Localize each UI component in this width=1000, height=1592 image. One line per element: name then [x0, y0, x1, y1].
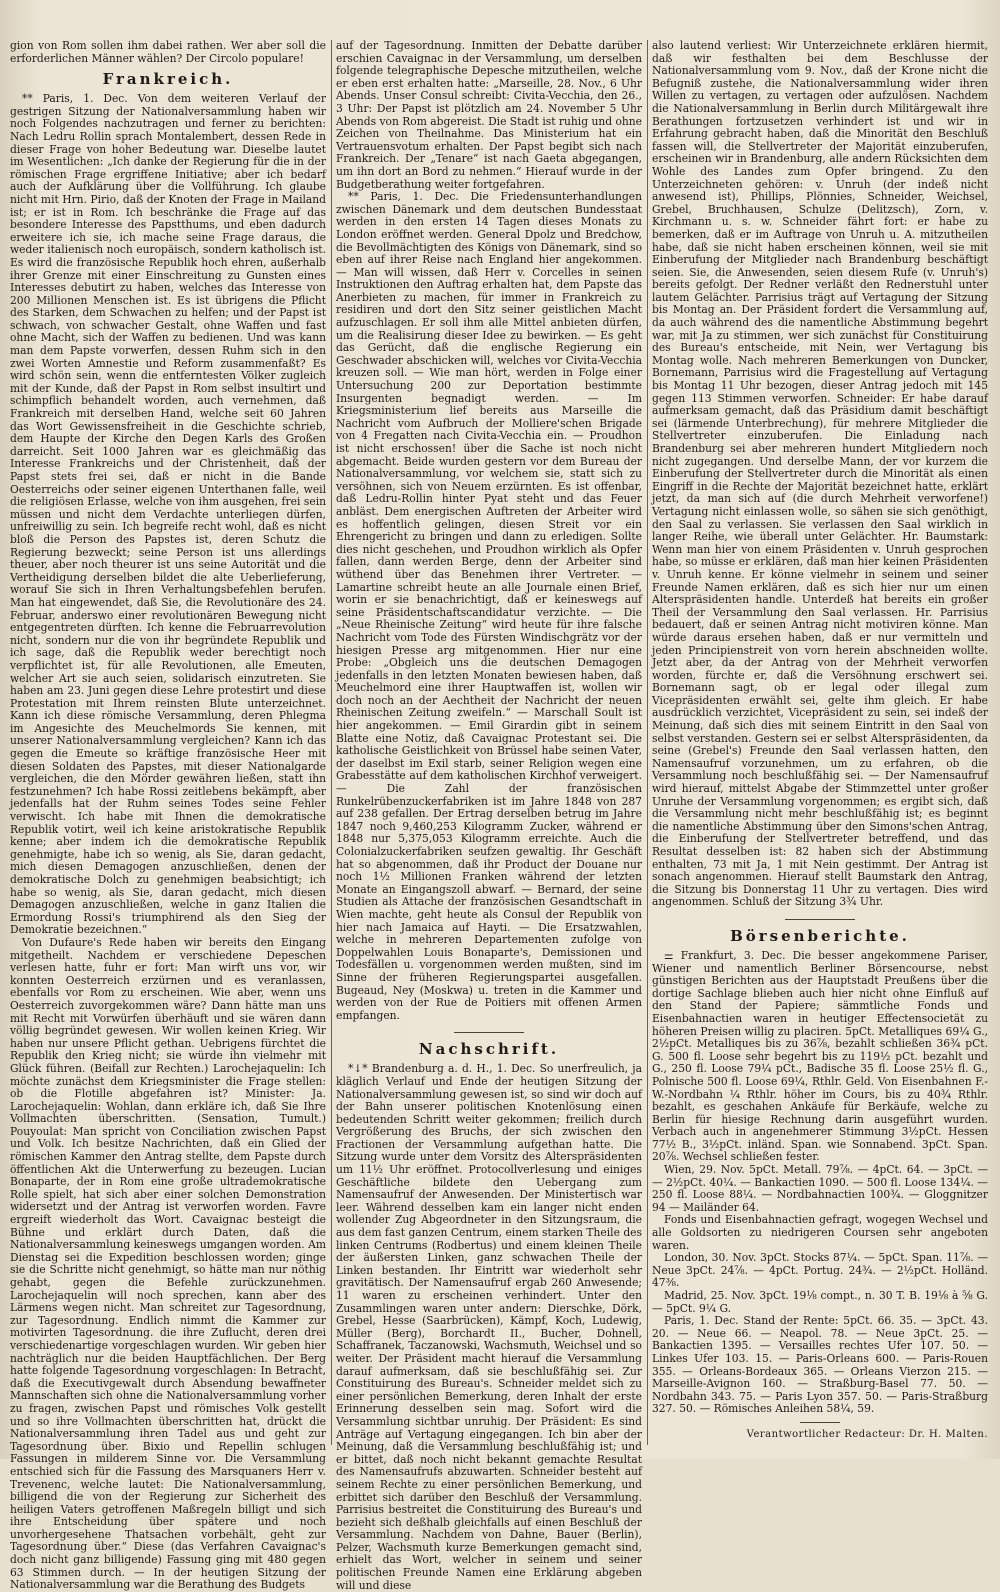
article-paris-news-paragraph: ** Paris, 1. Dec. Die Friedensunterhandlungen zwischen Dänemark und dem deutschen Bundesstaat werden in den ersten 14 Tagen dieses Monats zu London eröffnet werden. General Dpolz und Bredchow, die Bevollmächtigten des Königs von Dänemark, sind so eben auf ihrer Reise nach England hier angekommen. — Man will wissen, daß Herr v. Corcelles in seinen Instruktionen den Auftrag erhalten hat, dem Papste das Anerbieten zu machen, für immer in Frankreich zu residiren und dort den Sitz seiner geistlichen Macht aufzuschlagen. Er soll ihm alle Mittel anbieten dürfen, um die Realisirung dieser Idee zu bewirken. — Es geht das Gerücht, daß die englische Regierung ein Geschwader abschicken will, welches vor Civita-Vecchia kreuzen soll. — Wie man hört, werden in Folge einer Untersuchung 200 zur Deportation bestimmte Insurgenten begnadigt werden. — Im Kriegsministerium lief bereits aus Marseille die Nachricht vom Aufbruch der Molliere'schen Brigade von 4 Fregatten nach Civita-Vecchia ein. — Proudhon ist nicht erschossen! über die Sache ist noch nicht abgemacht. Beide wurden gestern vor dem Bureau der Nationalversammlung, vor welchem sie, statt sich zu versöhnen, sich von Neuem erzürnten. Es ist offenbar, daß Ledru-Rollin hinter Pyat steht und das Feuer anbläst. Dem energischen Auftreten der Arbeiter wird es hoffentlich gelingen, diesen Streit vor ein Ehrengericht zu bringen und dann zu erledigen. Sollte dies nicht geschehen, und Proudhon wirklich als Opfer fallen, dann werden Berge, denn der Arbeiter sind wüthend über das Benehmen ihrer Vertreter. — Lamartine schreibt heute an alle Journale einen Brief, worin er sie benachrichtigt, daß er keineswegs auf seine Präsidentschaftscandidatur verzichte. — Die „Neue Rheinische Zeitung“ wird heute für ihre falsche Nachricht vom Tode des Fürsten Windischgrätz vor der hiesigen Presse arg mitgenommen. Hier nur eine Probe: „Obgleich uns die deutschen Demagogen jedenfalls in den letzten Monaten bewiesen haben, daß Meuchelmord eine ihrer Hauptwaffen ist, wollen wir doch noch an der Aechtheit der Nachricht der neuen Rheinischen Zeitung zweifeln.“ — Marschall Soult ist hier angekommen. — Emil Girardin gibt in seinem Blatte eine Notiz, daß Cavaignac Protestant sei. Die katholische Geistlichkeit von Brüssel habe seinen Vater, der daselbst im Exil starb, seiner Religion wegen eine Grabesstätte auf dem katholischen Kirchhof verweigert. — Die Zahl der französischen Runkelrübenzuckerfabriken ist im Jahre 1848 von 287 auf 238 gefallen. Der Ertrag derselben betrug im Jahre 1847 noch 9,460,253 Kilogramm Zucker, während er 1848 nur 5,375,053 Kilogramm erreichte. Auch die Colonialzuckerfabriken seufzen gewaltig. Ihr Geschäft hat so abgenommen, daß ihr Product der Douane nur noch 1½ Millionen Franken während der letzten Monate an Eingangszoll abwarf. — Bernard, der seine Studien als Attache der französischen Gesandtschaft in Wien machte, geht heute als Consul der Republik von hier nach Jamaica auf Hayti. — Die Ersatzwahlen, welche in mehreren Departementen zufolge von Doppelwahlen Louis Bonaparte's, Demissionen und Todesfällen u. vorgenommen werden mußten, sind im Sinne der früheren Regierungspartei ausgefallen. Bugeaud, Ney (Moskwa) u. treten in die Kammer und werden von der Rue de Poitiers mit offenen Armen empfangen.	[336, 190, 642, 1022]
exchange-frankfurt: ⚌ Frankfurt, 3. Dec. Die besser angekommene Pariser, Wiener und namentlich Berliner Börsencourse, nebst günstigen Berichten aus der Hauptstadt Preußens über die dortige Sachlage blieben auch hier nicht ohne Einfluß auf den Stand der Papiere; sämmtliche Fonds und Eisenbahnactien waren in heutiger Effectensocietät zu höheren Preisen willig zu placiren. 5pCt. Metalliques 69¼ G., 2½pCt. Metalliques bis zu 36⅞, bezahlt schließen 36¾ pCt. G. 500 fl. Loose sehr begehrt bis zu 119½ pCt. bezahlt und G., 250 fl. Loose 79¼ pCt., Badische 35 fl. Loose 25½ fl. G., Polnische 500 fl. Loose 69¼, Rthlr. Geld. Von Eisenbahnen F.-W.-Nordbahn ¼ Rthlr. höher im Cours, bis zu 40¾ Rthlr. bezahlt, es geschahen Ankäufe für Berkäufe, welche zu Berlin für hiesige Rechnung darin ausgeführt wurden. Verbach auch in angenehmerer Stimmung 3½pCt. Hessen 77½ B., 3½pCt. inländ. Span. wie Sonnabend. 3pCt. Span. 20⅞. Wechsel schließen fester.	[652, 948, 988, 1164]
article-brandenburg-paragraph: *↓* Brandenburg a. d. H., 1. Dec. So unerfreulich, ja kläglich Verlauf und Ende der heutigen Sitzung der Nationalversammlung gewesen ist, so sind wir doch auf der Bahn unserer politischen Knotenlösung einen bedeutenden Schritt weiter gekommen; freilich durch Vergrößerung des Bruchs, der sich zwischen den Fractionen der Versammlung aufgethan hatte. Die Sitzung wurde unter dem Vorsitz des Alterspräsidenten um 11½ Uhr eröffnet. Protocollverlesung und einiges Geschäftliche bildete den Uebergang zum Namensaufruf der Anwesenden. Der Ministertisch war leer. Während desselben kam ein langer nicht enden wollender Zug Abgeordneter in den Sitzungsraum, die aus dem fast ganzen Centrum, einem starken Theile des linken Centrums (Rodbertus) und einem kleinen Theile der äußersten Linken, ganz schwachen Theile der Linken bestanden. Ihr Eintritt war wiederholt sehr gravitätisch. Der Namensaufruf ergab 260 Anwesende; 11 waren zu erscheinen verhindert. Unter den Zusammlingen waren unter andern: Dierschke, Dörk, Grebel, Hesse (Saarbrücken), Kämpf, Koch, Ludewig, Müller (Berg), Borchardt II., Bucher, Dohnell, Schaffranek, Taczanowski, Wachsmuth, Weichsel und so weiter. Der Präsident macht hierauf die Versammlung darauf aufmerksam, daß sie beschlußfähig sei. Zur Constituirung des Bureau's. Schneider meldet sich zu einer persönlichen Bemerkung, deren Inhalt der erste Erinnerung desselben sein mag. Sofort wird die Versammlung sichtbar unruhig. Der Präsident: Es sind Anträge auf Vertagung eingegangen. Ich bin aber der Meinung, daß die Versammlung beschlußfähig ist; und er bittet, daß noch nicht bekannt gemachte Resultat des Namensaufrufs abzuwarten. Schneider besteht auf seinem Rechte zu einer persönlichen Bemerkung, und erbittet sich darüber den Beschluß der Versammlung. Parrisius bestreitet die Constituirung des Bureau's und bezieht sich deßhalb gleichfalls auf einen Beschluß der Versammlung. Nachdem von Dahne, Bauer (Berlin), Pelzer, Wachsmuth kurze Bemerkungen gemacht sind, erhielt das Wort, welcher in seinem und seiner politischen Freunde Namen eine Erklärung abgeben will und diese	[336, 1062, 642, 1592]
exchange-paris: Paris, 1. Dec. Stand der Rente: 5pCt. 66. 35. — 3pCt. 43. 20. — Neue 66. — Neapol. 78. — Neue 3pCt. 25. — Bankactien 1395. — Versailles rechtes Ufer 107. 50. — Linkes Ufer 103. 15. — Paris-Orleans 600. — Paris-Rouen 355. — Orleans-Bordeaux 365. — Orleans Vierzon 215. — Marseille-Avignon 160. — Straßburg-Basel 77. 50. — Nordbahn 343. 75. — Paris Lyon 357. 50. — Paris-Straßburg 327. 50. — Römisches Anleihen 58¼, 59.	[652, 1314, 988, 1416]
editor-credit: Verantwortlicher Redacteur: Dr. H. Malten.	[746, 1428, 988, 1440]
exchange-wien: Wien, 29. Nov. 5pCt. Metall. 79⅞. — 4pCt. 64. — 3pCt. — — 2½pCt. 40¼. — Bankactien 1090. — 500 fl. Loose 134¼. — 250 fl. Loose 88¼. — Nordbahnactien 100¾. — Gloggnitzer 94 — Mailänder 64.	[652, 1163, 988, 1214]
section-separator	[454, 1032, 524, 1033]
section-heading-nachschrift: Nachschrift.	[418, 1040, 560, 1059]
column-right	[652, 40, 988, 1445]
column-middle	[336, 39, 642, 1592]
section-heading-boersenberichte: Börsenberichte.	[730, 926, 910, 945]
lead-paragraph: gion von Rom sollen ihm dabei rathen. Wer aber soll die erforderlichen Männer wählen? Der Circolo populare!	[10, 39, 326, 65]
section-separator	[785, 919, 855, 920]
exchange-note: Fonds und Eisenbahnactien gefragt, wogegen Wechsel und alle Goldsorten zu niedrigeren Coursen sehr angeboten waren.	[652, 1213, 988, 1252]
section-separator	[800, 1422, 840, 1423]
exchange-london: London, 30. Nov. 3pCt. Stocks 87¼. — 5pCt. Span. 11⅞. — Neue 3pCt. 24⅞. — 4pCt. Portug. 24¾. — 2½pCt. Holländ. 47⅜.	[652, 1251, 988, 1290]
exchange-madrid: Madrid, 25. Nov. 3pCt. 19⅛ compt., n. 30 T. B. 19⅛ à ⅝ G. — 5pCt. 9¼ G.	[652, 1289, 988, 1315]
column-divider	[647, 40, 648, 1445]
article-paris-paragraph: ** Paris, 1. Dec. Von dem weiteren Verlauf der gestrigen Sitzung der Nationalversammlung haben wir noch Folgendes nachzutragen und ferner zu berichten: Nach Ledru Rollin sprach Montalembert, dessen Rede in dieser Frage von hoher Bedeutung war. Dieselbe lautet im Wesentlichen: „Ich danke der Regierung für die in der römischen Frage ergriffene Initiative; aber ich bedarf auch der Aufklärung über die Vollführung. Ich glaube nicht mit Hrn. Pirio, daß der Knoten der Frage in Mailand ist; er ist in Rom. Ich beschränke die Frage auf das besondere Interesse des Papstthums, und eben dadurch erweitere ich sie, ich mache seine Frage daraus, die weder italienisch noch europäisch, sondern katholisch ist. Es wird die französische Republik hoch ehren, außerhalb ihrer Grenze mit einer Einschreitung zu Gunsten eines Interesses debutirt zu haben, welches das Interesse von 200 Millionen Menschen ist. Es ist übrigens die Pflicht des Starken, dem Schwachen zu helfen; und der Papst ist schwach, von schwacher Gestalt, ohne Waffen und fast ohne Macht, sich der Waffen zu bedienen. Und was kann man dem Papste vorwerfen, dessen Ruhm sich in den zwei Worten Amnestie und Reform zusammenfaßt? Es wird schön sein, wenn die entferntesten Völker zugleich mit der Kunde, daß der Papst in Rom selbst insultirt und schimpflich behandelt worden, auch vernehmen, daß Frankreich mit derselben Hand, welche seit 60 Jahren das Wort Gewissensfreiheit in die Geschichte schrieb, dem Haupte der Kirche den Degen Karls des Großen darreicht. Seit 1000 Jahren war es gleichmäßig das Interesse Frankreichs und der Christenheit, daß der Papst stets frei sei, daß er nicht in die Bande Oesterreichs oder seiner eigenen Unterthanen falle, weil die religiösen Erlasse, welche von ihm ausgehen, frei sein müssen und nicht dem Verdachte unterliegen dürfen, unfreiwillig zu sein. Ich begreife recht wohl, daß es nicht bloß die Person des Papstes ist, deren Schutz die Regierung bezweckt; seine Person ist uns allerdings theuer, aber noch theurer ist uns seine Autorität und die Vertheidigung derselben bildet die alte Ueberlieferung, worauf Sie sich in Ihren Verhaltungsbefehlen berufen. Man hat eingewendet, daß Sie, die Revolutionäre des 24. Februar, anderswo einer revolutionären Bewegung nicht entgegentreten dürften. Ich kenne die Februarrevolution nicht, sondern nur die von ihr begründete Republik und ich sage, daß die Republik weder berechtigt noch verpflichtet ist, für alle Revolutionen, alle Emeuten, welcher Art sie auch seien, solidarisch einzutreten. Sie haben am 23. Juni gegen diese Lehre protestirt und diese Protestation mit Ihrem reinsten Blute unterzeichnet. Kann ich diese römische Versammlung, deren Phlegma im Angesichte des Meuchelmords Sie kennen, mit unserer Nationalversammlung vergleichen? Kann ich das gegen die Emeute so kräftige französische Heer mit diesen Soldaten des Papstes, mit dieser Nationalgarde vergleichen, die den Mörder gewähren ließen, statt ihn festzunehmen? Ich habe Rossi zeitlebens bekämpft, aber jedenfalls hat der Ruhm seines Todes seine Fehler verwischt. Ich habe mit Ihnen die demokratische Republik votirt, weil ich keine aristokratische Republik kenne; aber indem ich die demokratische Republik genehmigte, habe ich so wenig, als Sie, daran gedacht, mich diesen Demagogen anzuschließen, denen der demokratische Dolch zu genehmigen beabsichtigt; ich habe so wenig, als Sie, daran gedacht, mich diesen Demagogen anzuschließen, welche in ganz Italien die Ermordung Rossi's triumphirend als den Sieg der Demokratie bezeichnen.“	[10, 92, 326, 937]
column-left	[10, 39, 326, 1592]
article-budget-paragraph: auf der Tagesordnung. Inmitten der Debatte darüber erschien Cavaignac in der Versammlung, um derselben folgende telegraphische Depesche mitzutheilen, welche er eben erst erhalten hatte: „Marseille, 28. Nov., 6 Uhr Abends. Unser Consul schreibt: Civita-Vecchia, den 26., 3 Uhr: Der Papst ist plötzlich am 24. November 5 Uhr Abends von Rom abgereist. Die Stadt ist ruhig und ohne Zeichen von Theilnahme. Das Ministerium hat ein Vertrauensvotum erhalten. Der Papst begibt sich nach Frankreich. Der „Tenare“ ist nach Gaeta abgegangen, um ihn dort an Bord zu nehmen.“ Hierauf wurde in der Budgetberathung weiter fortgefahren.	[336, 39, 642, 191]
section-heading-frankreich: Frankreich.	[102, 70, 234, 89]
article-declaration-paragraph: also lautend verliest: Wir Unterzeichnete erklären hiermit, daß wir festhalten bei dem Beschlusse der Nationalversammlung vom 9. Nov., daß der Krone nicht die Befugniß zustehe, die Nationalversammlung wider ihren Willen zu vertagen, zu vertagen oder aufzulösen. Nachdem die Nationalversammlung in Berlin durch Militärgewalt ihre Berathungen fortzusetzen verhindert ist und wir in Erfahrung gebracht haben, daß die Minorität den Beschluß fassen will, die Stellvertreter der Majorität einzuberufen, erscheinen wir in Brandenburg, alle andern Rücksichten dem Wohle des Landes zum Opfer bringend. Zu den Unterzeichneten gehören: v. Unruh (der indeß nicht anwesend ist), Phillips, Plönnies, Schneider, Weichsel, Grebel, Bruchhausen, Schulze (Delitzsch), Zorn, v. Kirchmann u. s. w. Schneider fährt fort: er habe zu bemerken, daß er im Auftrage von Unruh u. A. mitzutheilen habe, daß sie nicht haben erscheinen können, weil sie mit Einberufung der Mitglieder nach Brandenburg beschäftigt seien. Sie, die Anwesenden, seien diesem Rufe (v. Unruh's) bereits gefolgt. Der Redner verläßt den Rednerstuhl unter lautem Gelächter. Parrisius trägt auf Vertagung der Sitzung bis Montag an. Der Präsident fordert die Versammlung auf, da auch während des die namentliche Abstimmung begehrt war, mit Ja zu stimmen, wer sich zunächst für Constituirung des Bureau's entscheide, mit Nein, wer Vertagung bis Montag wolle. Nach mehreren Bemerkungen von Duncker, Bornemann, Parrisius wird die Fragestellung auf Vertagung bis Montag 11 Uhr bezogen, dieser Antrag jedoch mit 145 gegen 113 Stimmen verworfen. Schneider: Er habe darauf aufmerksam gemacht, daß das Präsidium damit beschäftigt sei (lärmende Unterbrechung), für mehrere Mitglieder die Stellvertreter einzuberufen. Die Einladung nach Brandenburg sei aber mehreren hundert Mitgliedern noch nicht zugegangen. Und derselbe Mann, der vor kurzem die Einberufung der Stellvertreter durch die Minorität als einen Eingriff in die Rechte der Majorität bezeichnet hatte, erklärt jetzt, da man sich auf (die durch Mehrheit verworfene!) Vertagung nicht einlassen wolle, so sähen sie sich genöthigt, den Saal zu verlassen. Sie verlassen den Saal wirklich in langer Reihe, wie überall unter Gelächter. Hr. Baumstark: Wenn man hier von einem Präsidenten v. Unruh gesprochen habe, so müsse er erklären, daß man hier keinen Präsidenten v. Unruh kenne. Er könne vielmehr in seinem und seiner Freunde Namen erklären, daß es sich hier nur um einen Alterspräsidenten handle. Unterdeß hat bereits ein großer Theil der Versammlung den Saal verlassen. Hr. Parrisius bedauert, daß er seinen Antrag nicht motiviren könne. Man würde daraus ersehen haben, daß er nur vermitteln und jeden Principienstreit von vorn herein abschneiden wollte. Jetzt aber, da der Antrag von der Mehrheit verworfen worden, fürchte er, daß die Versöhnung erschwert sei. Bornemann sagt, ob er legal oder illegal zum Vicepräsidenten erwählt sei, gelte ihm gleich. Er habe ausdrücklich verzichtet, Vicepräsident zu sein, sei indeß der Meinung, daß sich dies mit seinem Eintritt in den Saal von selbst verstanden. Gestern sei er selbst Alterspräsidenten, da seine (Grebel's) Freunde den Saal verlassen hatten, den Namensaufruf vorzunehmen, um zu erfahren, ob die Versammlung noch beschlußfähig sei. — Der Namensaufruf wird hierauf, mittelst Abgabe der Stimmzettel unter großer Unruhe der Versammlung vorgenommen; es ergibt sich, daß die Versammlung nicht mehr beschlußfähig ist; es beginnt die namentliche Abstimmung über den Simons'schen Antrag, die Einberufung der Stellvertreter betreffend, und das Resultat desselben ist: 82 haben sich der Abstimmung enthalten, 73 mit Ja, 1 mit Nein gestimmt. Der Antrag ist sonach angenommen. Hierauf stellt Baumstark den Antrag, die Sitzung bis Donnerstag 11 Uhr zu vertagen. Dies wird angenommen. Schluß der Sitzung 3¾ Uhr.	[652, 39, 988, 909]
article-dufaure-paragraph: Von Dufaure's Rede haben wir bereits den Eingang mitgetheilt. Nachdem er verschiedene Depeschen verlesen hatte, fuhr er fort: Man wirft uns vor, wir konnten Oesterreich erzürnen und es veranlassen, ebenfalls vor Rom zu erscheinen. Wie aber, wenn uns Oesterreich zuvorgekommen wäre? Dann hätte man uns mit Recht mit Vorwürfen überhäuft und sie wären dann völlig begründet gewesen. Wir wollen keinen Krieg. Wir haben nur unsere Pflicht gethan. Uebrigens fürchtet die Republik den Krieg nicht; sie würde ihn vielmehr mit Glück führen. (Beifall zur Rechten.) Larochejaquelin: Ich möchte zunächst dem Kriegsminister die Frage stellen: ob die Flotille abgefahren ist? Minister: Ja. Larochejaquelin: Wohlan, dann erkläre ich, daß Sie Ihre Vollmachten überschritten. (Sensation, Tumult.) Pouyoulat: Man spricht von Conciliation zwischen Papst und Volk. Ich besitze Nachrichten, daß ein Glied der römischen Kammer den Antrag stellte, dem Papste durch öffentlichen Akt die Unterwerfung zu bezeugen. Lucian Bonaparte, der in Rom eine große ultrademokratische Rolle spielt, hat sich aber einer solchen Demonstration widersetzt und der Antrag ist verworfen worden. Favre ergreift wiederholt das Wort. Cavaignac besteigt die Bühne und erklärt durch Daten, daß die Nationalversammlung keineswegs umgangen worden. Am Dienstag sei die Expedition beschlossen worden; ginge sie die Schritte nicht genehmigt, so hätte man nur nöthig gehabt, gegen die Befehle zurückzunehmen. Larochejaquelin will noch sprechen, kann aber des Lärmens wegen nicht. Man schreitet zur Tagesordnung, zur Tagesordnung. Endlich nimmt die Kammer zur motivirten Tagesordnung. die ihre Zuflucht, deren drei verschiedenartige vorgeschlagen wurden. Wir geben hier nachträglich nur die beiden Hauptfächlichen. Der Berg hatte folgende Tagesordnung vorgeschlagen: In Betracht, daß die Executivgewalt durch Absendung bewaffneter Mannschaften sich ohne die Nationalversammlung vorher zu fragen, zwischen Papst und römisches Volk gestellt und so ihre Vollmachten überschritten hat, drückt die Nationalversammlung ihren Tadel aus und geht zur Tagesordnung über. Bixio und Repellin schlugen Fassungen in milderem Sinne vor. Die Versammlung entschied sich für die Fassung des Marsquaners Herr v. Trevenenc, welche lautet: Die Nationalversammlung, billigend die von der Regierung zur Sicherheit des heiligen Vaters getroffenen Maßregeln billigt und sich ihre Entscheidung über spätere und noch unvorhergesehene Thatsachen vorbehält, geht zur Tagesordnung über.“ Diese (das Verfahren Cavaignac's doch nicht ganz billigende) Fassung ging mit 480 gegen 63 Stimmen durch. — In der heutigen Sitzung der Nationalversammlung war die Berathung des Budgets	[10, 935, 326, 1592]
column-divider	[331, 40, 332, 1445]
